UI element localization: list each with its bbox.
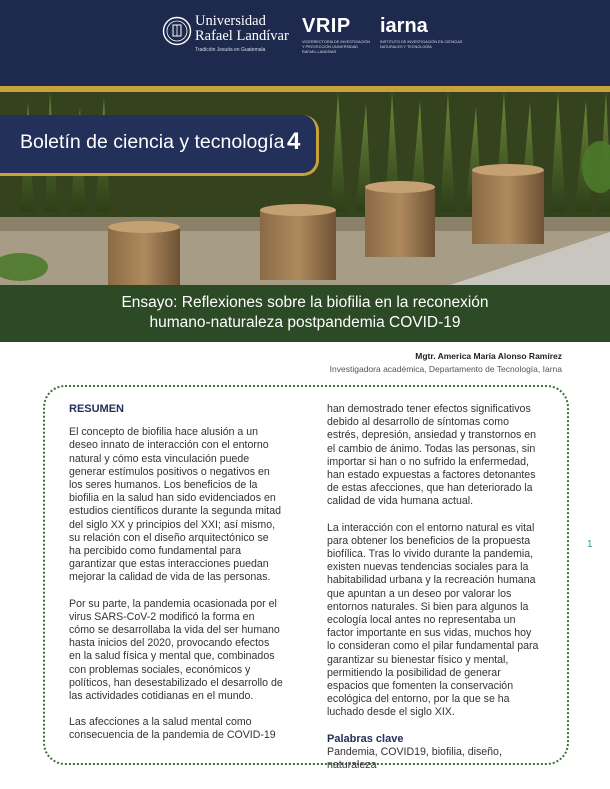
page-number: 1 <box>587 539 593 550</box>
author-block <box>330 351 562 374</box>
essay-title-band <box>0 285 610 342</box>
university-logo <box>162 14 290 64</box>
vrip-subtitle: VICERRECTORÍA DE INVESTIGACIÓN Y PROYECCIÓN UNIVERSIDAD RAFAEL LANDÍVAR <box>302 40 371 54</box>
abstract-heading: RESUMEN <box>69 403 125 415</box>
abstract-paragraph: La interacción con el entorno natural es vital para obtener los beneficios de la propuesta biofílica. Tras lo vivido durante la pandemia, existen nuevas tendencias sociales para la habitabilidad urbana y la recreación humana que apuntan a un deseo por valorar los entornos naturales. Si bien para algunos la ecología local antes no representaba un factor importante en sus vidas, muchos hoy lo consideran como el pilar fundamental para garantizar su bienestar físico y mental, permitiendo la posibilidad de generar espacios que fomenten la conservación ecológica del entorno, por la que se ha luchado desde el siglo XIX. <box>327 521 539 719</box>
essay-title: Ensayo: Reflexiones sobre la biofilia en la reconexión humano-naturaleza postpandemia COVID-19 <box>121 294 489 331</box>
abstract-box <box>43 385 569 772</box>
header-bar <box>0 0 610 86</box>
keywords-heading: Palabras clave <box>327 732 404 745</box>
keywords-list: Pandemia, COVID19, biofilia, diseño, naturaleza <box>327 745 502 772</box>
abstract-paragraph: Por su parte, la pandemia ocasionada por el virus SARS-CoV-2 modificó la forma en cómo se desarrollaba la vida del ser humano hasta inicios del 2020, provocando efectos en la salud física y mental que, combinados con problemas sociales, económicos y políticos, han desestabilizado el desarrollo de las actividades cotidianas en el mundo. <box>69 597 283 703</box>
bulletin-number: 4 <box>287 128 301 155</box>
abstract-paragraph: Las afecciones a la salud mental como consecuencia de la pandemia de COVID-19 <box>69 716 276 742</box>
iarna-logo <box>380 16 470 50</box>
author-role: Investigadora académica, Departamento de Tecnología, Iarna <box>329 364 562 374</box>
abstract-column-left <box>69 403 283 756</box>
bulletin-title: Boletín de ciencia y tecnología <box>20 131 285 153</box>
university-tagline: Tradición Jesuita en Guatemala <box>195 47 266 53</box>
iarna-subtitle: INSTITUTO DE INVESTIGACIÓN EN CIENCIAS NATURALES Y TECNOLOGÍA <box>380 40 463 49</box>
vrip-title: VRIP <box>302 15 351 37</box>
vrip-logo <box>302 16 372 55</box>
abstract-paragraph: El concepto de biofilia hace alusión a un deseo innato de interacción con el entorno natural y cómo esta vinculación puede generar estímulos positivos o negativos en los seres humanos. Los beneficios de la biofilia en la salud han sido evidenciados en estudios científicos durante la segunda mitad del siglo XX y principios del XXI; así mismo, su relación con el diseño arquitectónico se ha percibido como fundamental para garantizar que estas interacciones puedan mejorar la calidad de vida de las personas. <box>69 426 282 584</box>
abstract-paragraph: han demostrado tener efectos significativos debido al desarrollo de síntomas como estrés, depresión, ansiedad y transtornos en el cambio de ánimo. Todas las personas, sin importar si han o no sufrido la enfermedad, han estado expuestas a factores detonantes de estas afecciones, que han deteriorado la calidad de vida humana actual. <box>327 403 537 508</box>
bulletin-title-banner <box>0 115 319 176</box>
university-seal-icon <box>162 16 192 46</box>
iarna-title: iarna <box>380 15 428 37</box>
abstract-column-right <box>327 403 541 772</box>
university-name: Universidad Rafael Landívar <box>195 13 289 44</box>
author-name: Mgtr. America María Alonso Ramírez <box>415 351 562 361</box>
